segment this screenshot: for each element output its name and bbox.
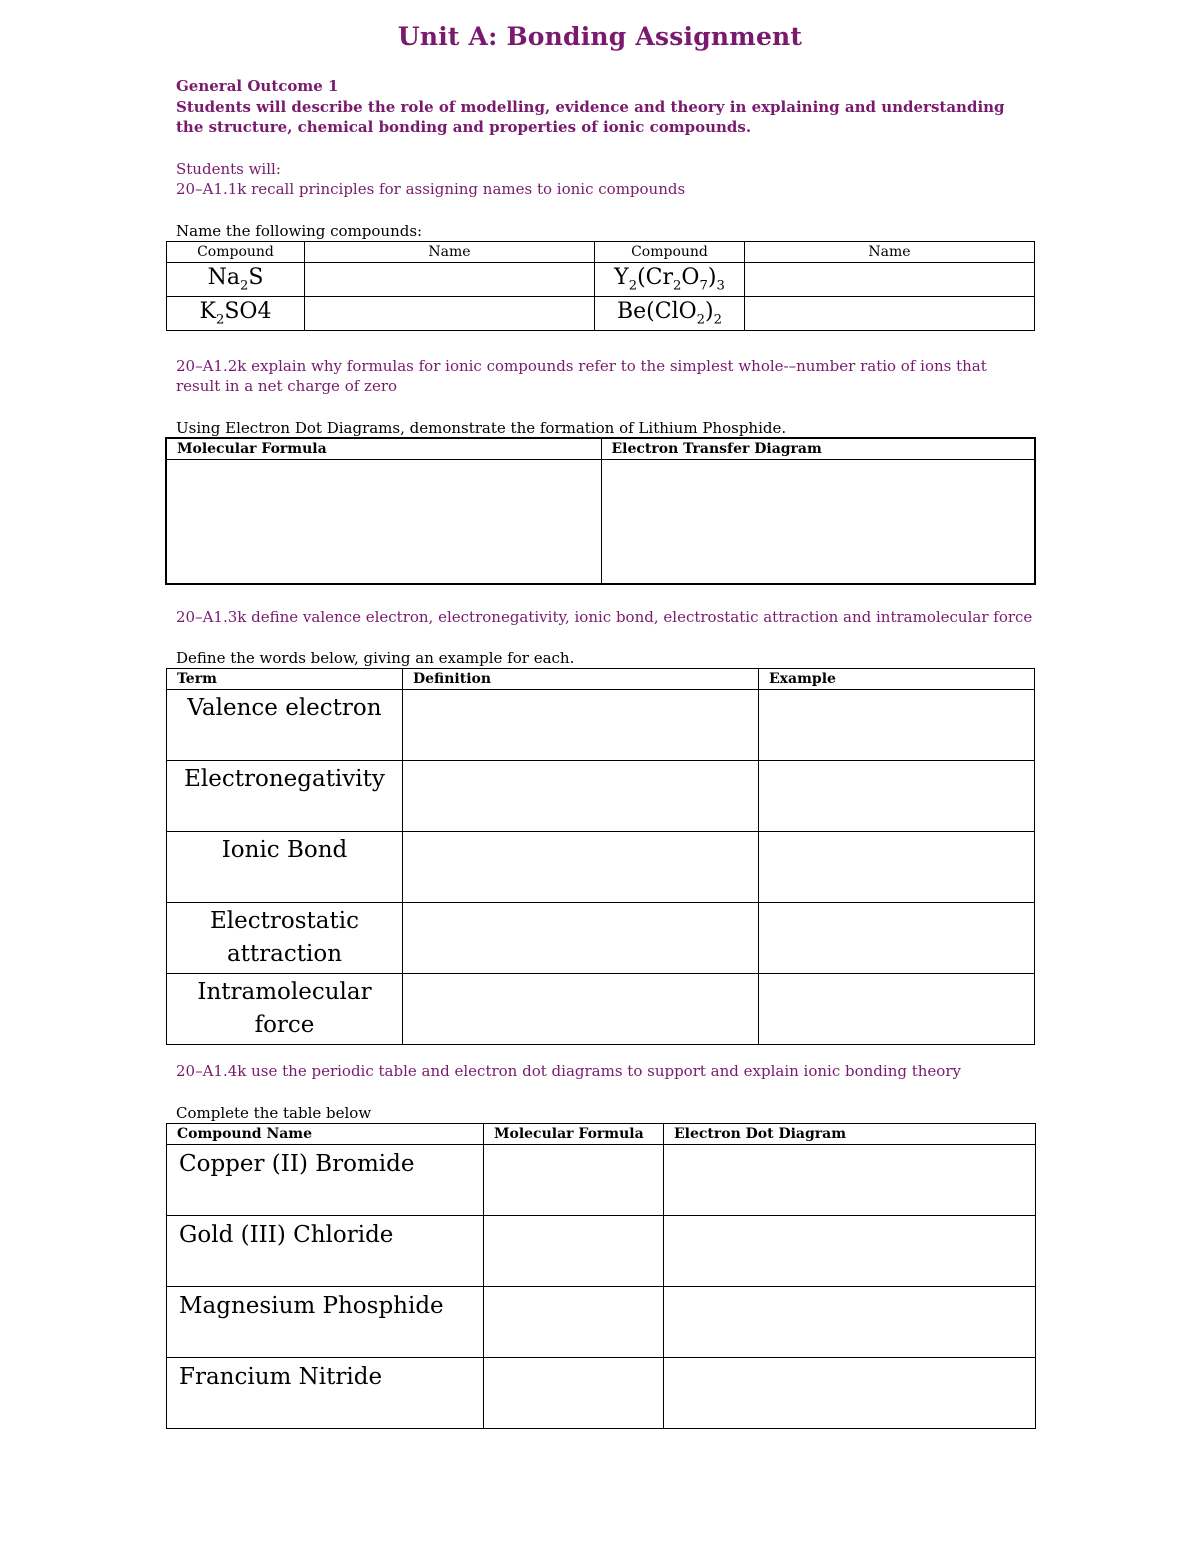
electron-dot-table xyxy=(166,1123,1036,1429)
table-row xyxy=(167,832,1035,903)
header-electron-transfer-diagram: Electron Transfer Diagram xyxy=(601,438,1035,460)
definition-answer-cell[interactable] xyxy=(403,974,759,1045)
table-row xyxy=(167,297,1035,331)
instruction-4: Complete the table below xyxy=(176,1104,372,1122)
compound-formula: $Na_2S$ xyxy=(167,263,305,297)
electron-dot-answer-cell[interactable] xyxy=(664,1358,1036,1429)
header-name-2: Name xyxy=(745,242,1035,263)
definition-answer-cell[interactable] xyxy=(403,903,759,974)
example-answer-cell[interactable] xyxy=(759,974,1035,1045)
definition-answer-cell[interactable] xyxy=(403,761,759,832)
outcome-text: Students will describe the role of modelling, evidence and theory in explaining and understanding the structure, chemical bonding and properties of ionic compounds. xyxy=(176,98,1005,136)
table-row xyxy=(167,761,1035,832)
term-cell: Electrostatic attraction xyxy=(167,903,403,974)
table-row xyxy=(167,1145,1036,1216)
definition-answer-cell[interactable] xyxy=(403,832,759,903)
outcome-heading: General Outcome 1 xyxy=(176,77,339,95)
electron-dot-answer-cell[interactable] xyxy=(664,1145,1036,1216)
table-row xyxy=(167,1216,1036,1287)
header-definition: Definition xyxy=(403,669,759,690)
objective-1: 20–A1.1k recall principles for assigning names to ionic compounds xyxy=(176,180,686,198)
compound-name-cell: Magnesium Phosphide xyxy=(167,1287,484,1358)
instruction-3: Define the words below, giving an example for each. xyxy=(176,649,575,667)
objective-2: 20–A1.2k explain why formulas for ionic compounds refer to the simplest whole-–number ratio of ions that result in a net charge of zero xyxy=(176,357,987,395)
molecular-formula-answer-cell[interactable] xyxy=(484,1145,664,1216)
header-name-1: Name xyxy=(305,242,595,263)
header-molecular-formula: Molecular Formula xyxy=(484,1124,664,1145)
example-answer-cell[interactable] xyxy=(759,761,1035,832)
name-answer-cell[interactable] xyxy=(745,263,1035,297)
electron-transfer-answer-cell[interactable] xyxy=(601,460,1035,585)
instruction-1: Name the following compounds: xyxy=(176,222,423,240)
name-answer-cell[interactable] xyxy=(305,263,595,297)
molecular-formula-answer-cell[interactable] xyxy=(484,1287,664,1358)
name-answer-cell[interactable] xyxy=(305,297,595,331)
electron-dot-answer-cell[interactable] xyxy=(664,1216,1036,1287)
example-answer-cell[interactable] xyxy=(759,690,1035,761)
molecular-formula-answer-cell[interactable] xyxy=(484,1358,664,1429)
definitions-table xyxy=(166,668,1035,1045)
compound-name-cell: Francium Nitride xyxy=(167,1358,484,1429)
example-answer-cell[interactable] xyxy=(759,903,1035,974)
table-row xyxy=(167,1287,1036,1358)
table-row xyxy=(167,263,1035,297)
header-example: Example xyxy=(759,669,1035,690)
name-answer-cell[interactable] xyxy=(745,297,1035,331)
page-title: Unit A: Bonding Assignment xyxy=(397,22,803,51)
compound-name-cell: Gold (III) Chloride xyxy=(167,1216,484,1287)
compound-formula: $K_2SO4$ xyxy=(167,297,305,331)
term-cell: Valence electron xyxy=(167,690,403,761)
compound-formula: $Be(ClO_2)_2$ xyxy=(595,297,745,331)
objective-3: 20–A1.3k define valence electron, electronegativity, ionic bond, electrostatic attraction and intramolecular force xyxy=(176,608,1033,626)
table-row xyxy=(167,903,1035,974)
compound-formula: $Y_2(Cr_2O_7)_3$ xyxy=(595,263,745,297)
header-molecular-formula: Molecular Formula xyxy=(166,438,601,460)
table-row xyxy=(167,974,1035,1045)
objective-4: 20–A1.4k use the periodic table and electron dot diagrams to support and explain ionic bonding theory xyxy=(176,1062,961,1080)
example-answer-cell[interactable] xyxy=(759,832,1035,903)
name-compounds-table xyxy=(166,241,1035,331)
term-cell: Intramolecular force xyxy=(167,974,403,1045)
table-row xyxy=(167,690,1035,761)
instruction-2: Using Electron Dot Diagrams, demonstrate the formation of Lithium Phosphide. xyxy=(176,419,787,437)
header-compound-name: Compound Name xyxy=(167,1124,484,1145)
molecular-formula-answer-cell[interactable] xyxy=(484,1216,664,1287)
header-term: Term xyxy=(167,669,403,690)
compound-name-cell: Copper (II) Bromide xyxy=(167,1145,484,1216)
term-cell: Ionic Bond xyxy=(167,832,403,903)
table-row xyxy=(167,1358,1036,1429)
header-compound-1: Compound xyxy=(167,242,305,263)
term-cell: Electronegativity xyxy=(167,761,403,832)
molecular-formula-answer-cell[interactable] xyxy=(166,460,601,585)
electron-transfer-table xyxy=(165,437,1036,585)
header-electron-dot-diagram: Electron Dot Diagram xyxy=(664,1124,1036,1145)
students-will-label: Students will: xyxy=(176,160,281,178)
header-compound-2: Compound xyxy=(595,242,745,263)
definition-answer-cell[interactable] xyxy=(403,690,759,761)
electron-dot-answer-cell[interactable] xyxy=(664,1287,1036,1358)
